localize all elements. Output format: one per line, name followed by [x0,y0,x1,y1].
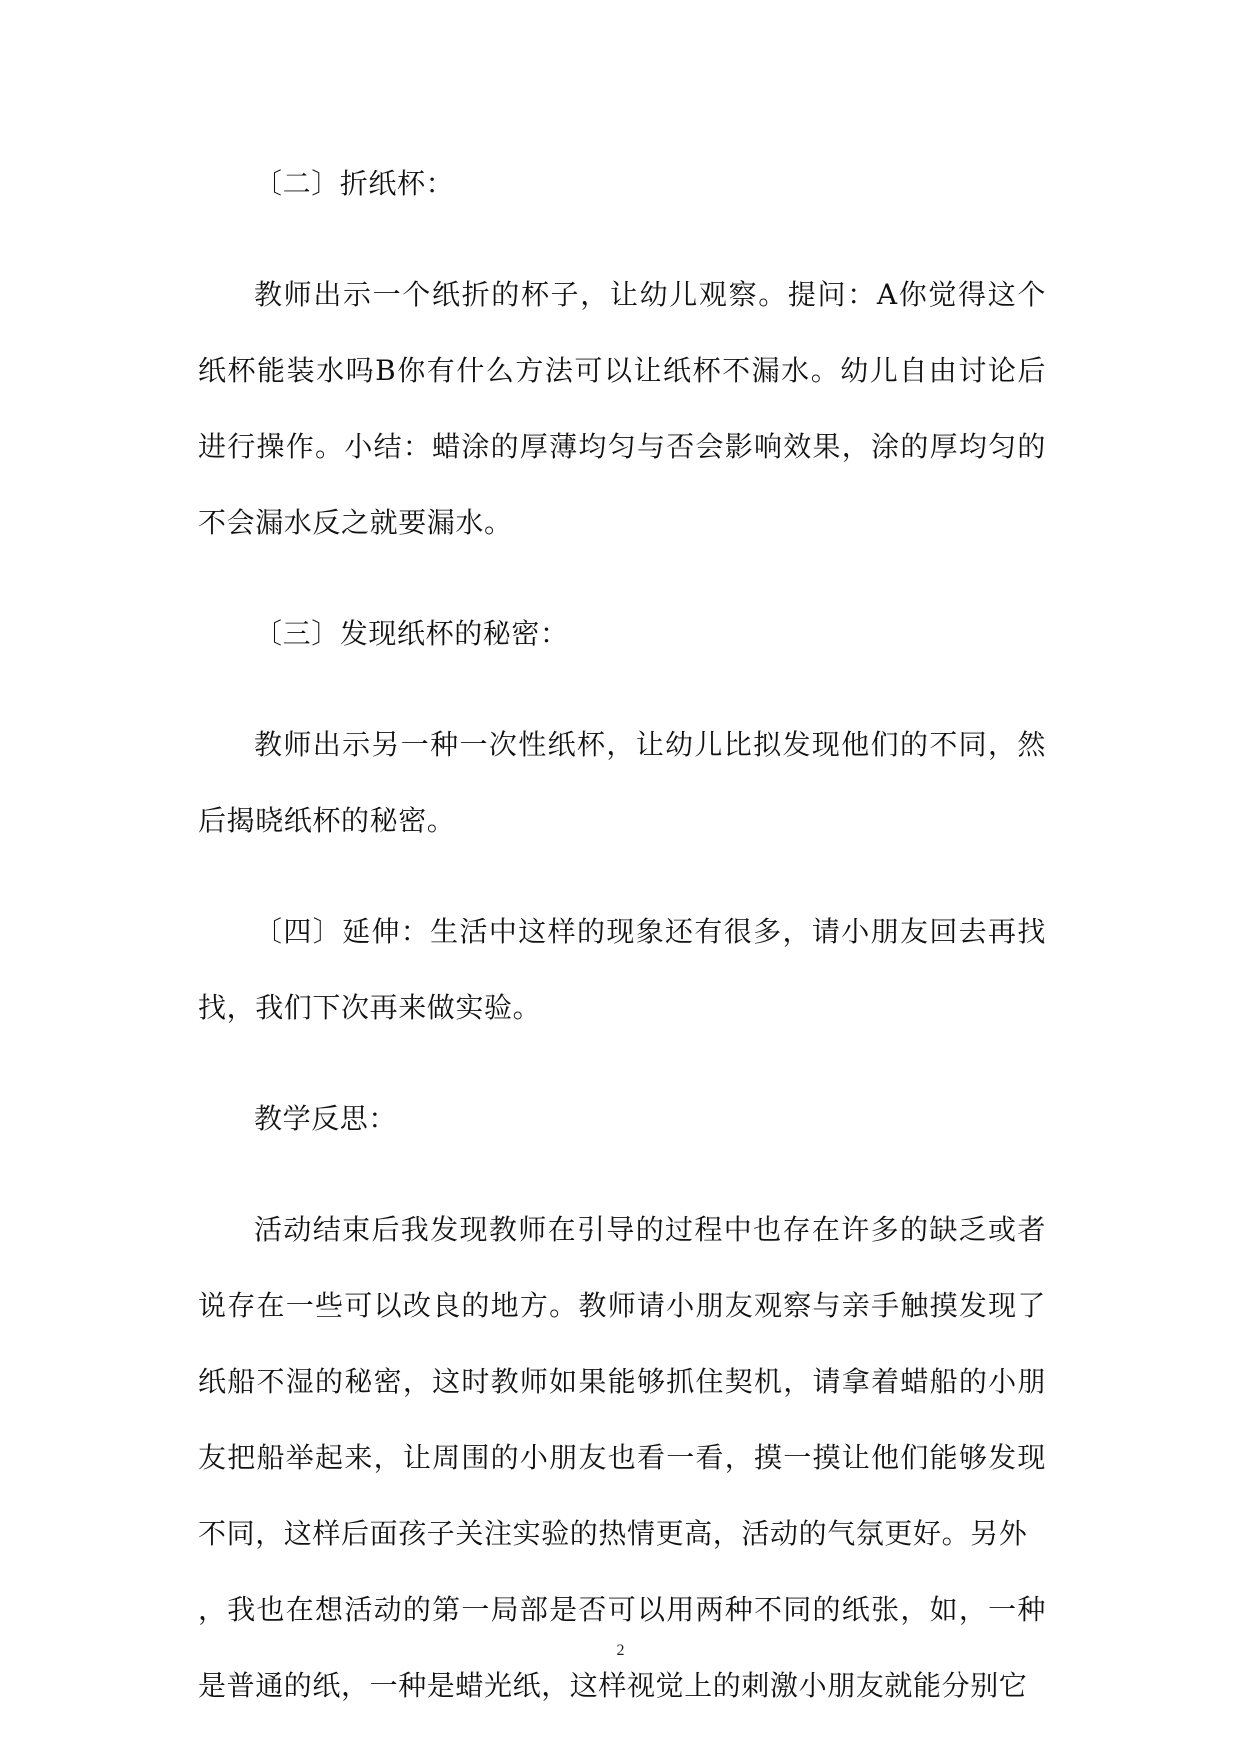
section-heading-reflection: 教学反思： [254,1102,398,1135]
section-heading-cup-secret: 〔三〕发现纸杯的秘密： [254,617,569,650]
paragraph-fold-cup-activity: 教师出示一个纸折的杯子，让幼儿观察。提问：A你觉得这个纸杯能装水吗B你有什么方法可以让纸杯不漏水。幼儿自由讨论后进行操作。小结：蜡涂的厚薄均匀与否会影响效果，涂的厚均匀的不会漏水反之就要漏水。 [198,278,1046,539]
page-number: 2 [616,1642,625,1659]
paragraph-extension: 〔四〕延伸：生活中这样的现象还有很多，请小朋友回去再找找，我们下次再来做实验。 [198,915,1046,1024]
document-body [198,146,1046,1759]
paragraph-cup-secret: 教师出示另一种一次性纸杯，让幼儿比拟发现他们的不同，然后揭晓纸杯的秘密。 [198,728,1046,837]
paragraph-reflection: 活动结束后我发现教师在引导的过程中也存在许多的缺乏或者说存在一些可以改良的地方。教师请小朋友观察与亲手触摸发现了纸船不湿的秘密，这时教师如果能够抓住契机，请拿着蜡船的小朋友把船举起来，让周围的小朋友也看一看，摸一摸让他们能够发现不同，这样后面孩子关注实验的热情更高，活动的气氛更好。另外 [198,1213,1046,1550]
paragraph-reflection-continued: ，我也在想活动的第一局部是否可以用两种不同的纸张，如，一种是普通的纸，一种是蜡光纸，这样视觉上的刺激小朋友就能分别它 [198,1593,1046,1702]
section-heading-fold-cup: 〔二〕折纸杯： [254,167,455,200]
